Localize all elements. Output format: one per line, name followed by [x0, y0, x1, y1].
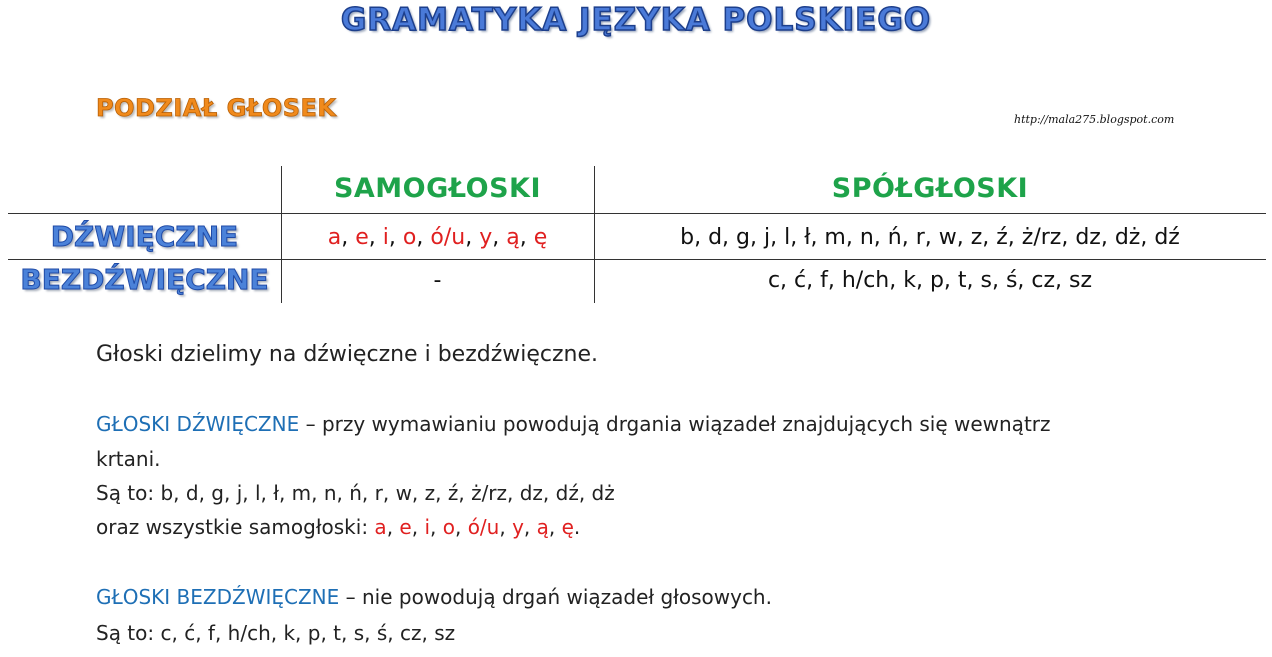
column-header-consonants: SPÓŁGŁOSKI	[831, 173, 1029, 204]
table-divider-row	[8, 259, 1266, 260]
voiced-vowels-prefix: oraz wszystkie samogłoski:	[96, 515, 375, 539]
voiced-examples: Są to: b, d, g, j, l, ł, m, n, ń, r, w, z, ź, ż/rz, dz, dź, dż	[96, 481, 615, 505]
page-title: GRAMATYKA JĘZYKA POLSKIEGO	[340, 2, 932, 38]
table-divider-header	[8, 213, 1266, 214]
vowel: ó/u	[430, 225, 466, 250]
row-header-voiced: DŹWIĘCZNE	[50, 220, 239, 253]
vowel: e	[355, 225, 369, 250]
vowel: i	[424, 515, 430, 539]
intro-text: Głoski dzielimy na dźwięczne i bezdźwięczne.	[96, 342, 599, 367]
section-title: PODZIAŁ GŁOSEK	[96, 94, 337, 122]
voiced-definition-line-2: krtani.	[96, 447, 161, 471]
vowel: y	[512, 515, 524, 539]
source-url: http://mala275.blogspot.com	[1014, 113, 1175, 126]
vowel: ę	[561, 515, 574, 539]
vowel: e	[399, 515, 412, 539]
voiceless-vowels-cell: -	[433, 268, 442, 293]
vowel: o	[442, 515, 455, 539]
voiced-definition: – przy wymawianiu powodują drgania wiązadeł znajdujących się wewnątrz	[299, 412, 1051, 436]
vowel: ą	[536, 515, 549, 539]
vowel: a	[327, 225, 342, 250]
row-header-voiceless: BEZDŹWIĘCZNE	[20, 263, 269, 296]
voiced-consonants-cell: b, d, g, j, l, ł, m, n, ń, r, w, z, ź, ż/rz, dz, dż, dź	[680, 225, 1180, 250]
vowel: ó/u	[467, 515, 500, 539]
voiced-vowels-line: oraz wszystkie samogłoski: a, e, i, o, ó/u, y, ą, ę.	[96, 515, 581, 539]
voiced-vowels-suffix: .	[573, 515, 581, 539]
voiceless-definition: – nie powodują drgań wiązadeł głosowych.	[339, 585, 772, 609]
voiceless-consonants-cell: c, ć, f, h/ch, k, p, t, s, ś, cz, sz	[767, 268, 1093, 293]
voiced-definition-line-1	[96, 412, 1051, 436]
voiceless-definition-line	[96, 585, 772, 609]
vowel: ą	[506, 225, 520, 250]
vowel: y	[479, 225, 493, 250]
voiceless-examples: Są to: c, ć, f, h/ch, k, p, t, s, ś, cz, sz	[96, 621, 456, 645]
vowel: ę	[533, 225, 548, 250]
vowel: i	[382, 225, 389, 250]
voiced-term: GŁOSKI DŹWIĘCZNE	[96, 412, 300, 436]
voiceless-term: GŁOSKI BEZDŹWIĘCZNE	[96, 585, 340, 609]
voiced-vowels-cell: a, e, i, o, ó/u, y, ą, ę	[327, 225, 548, 250]
vowel: o	[402, 225, 417, 250]
vowel: a	[374, 515, 387, 539]
column-header-vowels: SAMOGŁOSKI	[333, 173, 542, 204]
